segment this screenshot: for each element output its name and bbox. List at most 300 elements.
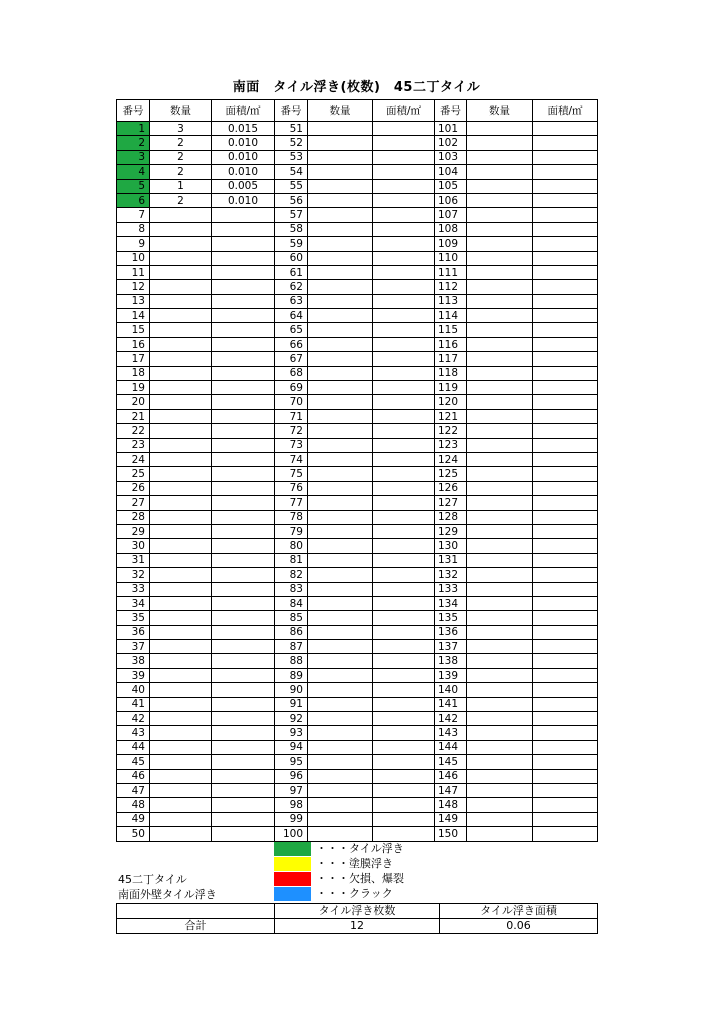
- row-number: 37: [117, 640, 150, 654]
- table-row: [117, 237, 598, 251]
- row-number: 85: [275, 611, 308, 625]
- row-area: [533, 568, 598, 582]
- row-number: 41: [117, 697, 150, 711]
- row-area: [533, 337, 598, 351]
- row-number: 22: [117, 424, 150, 438]
- row-area: [533, 309, 598, 323]
- row-number: 128: [435, 510, 467, 524]
- header-area: 面積/㎡: [212, 100, 275, 122]
- row-number: 52: [275, 136, 308, 150]
- row-area: [533, 193, 598, 207]
- row-quantity: [150, 280, 212, 294]
- row-area: [533, 294, 598, 308]
- row-area: [533, 596, 598, 610]
- row-number: 84: [275, 596, 308, 610]
- table-row: [117, 323, 598, 337]
- row-area: [212, 294, 275, 308]
- row-quantity: [308, 366, 373, 380]
- row-area: [373, 179, 435, 193]
- row-area: [373, 452, 435, 466]
- row-area: [533, 179, 598, 193]
- row-quantity: [467, 265, 533, 279]
- table-row: [117, 654, 598, 668]
- row-area: [212, 395, 275, 409]
- row-quantity: [150, 452, 212, 466]
- row-quantity: [467, 812, 533, 826]
- row-quantity: [467, 294, 533, 308]
- row-area: [373, 208, 435, 222]
- row-quantity: [308, 812, 373, 826]
- row-area: [533, 683, 598, 697]
- row-number: 15: [117, 323, 150, 337]
- row-area: [533, 136, 598, 150]
- row-quantity: [467, 568, 533, 582]
- summary-total-row: [117, 919, 598, 934]
- row-number: 145: [435, 755, 467, 769]
- row-quantity: [150, 568, 212, 582]
- row-quantity: [308, 395, 373, 409]
- row-area: [212, 712, 275, 726]
- row-area: [533, 611, 598, 625]
- row-area: [373, 294, 435, 308]
- row-number: 10: [117, 251, 150, 265]
- row-quantity: [150, 654, 212, 668]
- table-row: [117, 755, 598, 769]
- row-number: 133: [435, 582, 467, 596]
- table-row: [117, 625, 598, 639]
- row-quantity: [150, 237, 212, 251]
- row-area: [533, 783, 598, 797]
- row-area: [373, 409, 435, 423]
- row-quantity: [308, 294, 373, 308]
- table-row: [117, 568, 598, 582]
- row-quantity: [150, 827, 212, 841]
- row-number: 62: [275, 280, 308, 294]
- row-area: [373, 481, 435, 495]
- row-quantity: [467, 496, 533, 510]
- row-quantity: [308, 654, 373, 668]
- row-area: [533, 438, 598, 452]
- row-quantity: [150, 496, 212, 510]
- row-number: 107: [435, 208, 467, 222]
- row-number: 72: [275, 424, 308, 438]
- row-number: 8: [117, 222, 150, 236]
- row-area: [373, 438, 435, 452]
- row-number: 58: [275, 222, 308, 236]
- row-area: [533, 539, 598, 553]
- summary-count-header: タイル浮き枚数: [275, 904, 440, 919]
- row-number: 139: [435, 668, 467, 682]
- row-number: 120: [435, 395, 467, 409]
- legend-label: ・・・欠損、爆裂: [316, 872, 404, 885]
- table-row: [117, 179, 598, 193]
- row-number: 76: [275, 481, 308, 495]
- row-area: [533, 712, 598, 726]
- row-quantity: [467, 712, 533, 726]
- row-area: [373, 683, 435, 697]
- row-area: [533, 409, 598, 423]
- row-quantity: [467, 769, 533, 783]
- table-row: [117, 294, 598, 308]
- row-number: 118: [435, 366, 467, 380]
- row-number: 66: [275, 337, 308, 351]
- row-quantity: [308, 179, 373, 193]
- row-area: [373, 381, 435, 395]
- row-quantity: [467, 409, 533, 423]
- legend-swatch-blue: [274, 887, 311, 901]
- row-quantity: [150, 553, 212, 567]
- row-number: 20: [117, 395, 150, 409]
- row-number: 55: [275, 179, 308, 193]
- table-row: [117, 381, 598, 395]
- row-quantity: [467, 395, 533, 409]
- legend-label: ・・・塗膜浮き: [316, 857, 393, 870]
- row-area: [373, 798, 435, 812]
- row-area: [373, 309, 435, 323]
- table-row: [117, 783, 598, 797]
- row-quantity: [150, 381, 212, 395]
- row-area: [533, 654, 598, 668]
- row-area: [533, 798, 598, 812]
- row-quantity: [467, 654, 533, 668]
- row-area: [373, 193, 435, 207]
- row-area: [533, 640, 598, 654]
- row-area: [212, 755, 275, 769]
- row-number: 148: [435, 798, 467, 812]
- row-number: 126: [435, 481, 467, 495]
- row-number: 5: [117, 179, 150, 193]
- row-area: [212, 366, 275, 380]
- row-number: 73: [275, 438, 308, 452]
- row-quantity: [308, 251, 373, 265]
- table-row: [117, 812, 598, 826]
- row-area: [212, 381, 275, 395]
- row-area: [373, 165, 435, 179]
- row-quantity: [467, 381, 533, 395]
- row-area: [212, 539, 275, 553]
- row-number: 24: [117, 452, 150, 466]
- row-quantity: [150, 510, 212, 524]
- row-area: [212, 726, 275, 740]
- row-area: [373, 783, 435, 797]
- row-number: 13: [117, 294, 150, 308]
- row-quantity: [308, 726, 373, 740]
- header-quantity: 数量: [150, 100, 212, 122]
- row-area: [212, 424, 275, 438]
- row-number: 74: [275, 452, 308, 466]
- row-number: 97: [275, 783, 308, 797]
- table-row: [117, 352, 598, 366]
- row-number: 136: [435, 625, 467, 639]
- row-area: [533, 740, 598, 754]
- row-area: [373, 740, 435, 754]
- row-number: 123: [435, 438, 467, 452]
- row-number: 81: [275, 553, 308, 567]
- row-number: 109: [435, 237, 467, 251]
- table-row: [117, 438, 598, 452]
- row-quantity: [150, 783, 212, 797]
- row-area: [533, 280, 598, 294]
- row-quantity: [150, 395, 212, 409]
- table-row: [117, 697, 598, 711]
- row-number: 49: [117, 812, 150, 826]
- row-area: [212, 654, 275, 668]
- row-area: [373, 668, 435, 682]
- row-quantity: [150, 294, 212, 308]
- table-row: [117, 798, 598, 812]
- row-quantity: [467, 122, 533, 136]
- row-number: 36: [117, 625, 150, 639]
- table-row: [117, 740, 598, 754]
- row-area: [373, 122, 435, 136]
- row-number: 26: [117, 481, 150, 495]
- table-row: [117, 496, 598, 510]
- table-row: [117, 712, 598, 726]
- row-number: 4: [117, 165, 150, 179]
- header-area: 面積/㎡: [373, 100, 435, 122]
- row-quantity: [150, 323, 212, 337]
- row-number: 11: [117, 265, 150, 279]
- row-quantity: [308, 740, 373, 754]
- row-quantity: [467, 452, 533, 466]
- summary-total-label: 合計: [117, 919, 275, 934]
- row-area: [533, 381, 598, 395]
- row-area: 0.010: [212, 193, 275, 207]
- summary-area-value: 0.06: [440, 919, 598, 934]
- row-area: [533, 366, 598, 380]
- page-title: 南面 タイル浮き(枚数) 45二丁タイル: [232, 80, 481, 95]
- row-number: 17: [117, 352, 150, 366]
- row-number: 31: [117, 553, 150, 567]
- table-row: [117, 683, 598, 697]
- row-quantity: [150, 611, 212, 625]
- row-quantity: [467, 697, 533, 711]
- row-number: 121: [435, 409, 467, 423]
- row-quantity: [308, 265, 373, 279]
- row-number: 7: [117, 208, 150, 222]
- row-quantity: [467, 510, 533, 524]
- row-quantity: [150, 424, 212, 438]
- row-quantity: [467, 539, 533, 553]
- row-number: 57: [275, 208, 308, 222]
- row-quantity: [308, 323, 373, 337]
- row-number: 94: [275, 740, 308, 754]
- row-number: 1: [117, 122, 150, 136]
- row-quantity: [467, 640, 533, 654]
- row-area: [533, 237, 598, 251]
- row-area: [212, 524, 275, 538]
- row-quantity: [467, 611, 533, 625]
- row-area: [212, 798, 275, 812]
- header-number: 番号: [275, 100, 308, 122]
- row-number: 103: [435, 150, 467, 164]
- row-number: 115: [435, 323, 467, 337]
- table-row: [117, 596, 598, 610]
- row-number: 16: [117, 337, 150, 351]
- row-number: 19: [117, 381, 150, 395]
- tile-float-table: [116, 99, 598, 842]
- row-number: 44: [117, 740, 150, 754]
- row-area: [373, 251, 435, 265]
- row-area: [212, 496, 275, 510]
- row-area: [373, 395, 435, 409]
- row-number: 125: [435, 467, 467, 481]
- table-body: [117, 122, 598, 842]
- row-area: [533, 625, 598, 639]
- legend-label: ・・・タイル浮き: [316, 842, 404, 855]
- row-quantity: [150, 208, 212, 222]
- row-area: [373, 712, 435, 726]
- row-number: 112: [435, 280, 467, 294]
- row-quantity: [150, 222, 212, 236]
- table-row: [117, 193, 598, 207]
- row-number: 56: [275, 193, 308, 207]
- row-number: 32: [117, 568, 150, 582]
- row-area: [212, 812, 275, 826]
- row-area: [212, 352, 275, 366]
- row-quantity: 2: [150, 136, 212, 150]
- row-number: 25: [117, 467, 150, 481]
- row-number: 9: [117, 237, 150, 251]
- row-quantity: [308, 683, 373, 697]
- row-area: [373, 827, 435, 841]
- row-quantity: [467, 625, 533, 639]
- row-number: 89: [275, 668, 308, 682]
- row-number: 65: [275, 323, 308, 337]
- row-area: [533, 827, 598, 841]
- table-row: [117, 222, 598, 236]
- table-row: [117, 366, 598, 380]
- row-quantity: [308, 424, 373, 438]
- row-quantity: [467, 179, 533, 193]
- row-area: [533, 553, 598, 567]
- row-number: 134: [435, 596, 467, 610]
- summary-area-header: タイル浮き面積: [440, 904, 598, 919]
- row-number: 83: [275, 582, 308, 596]
- row-quantity: [467, 798, 533, 812]
- row-area: [373, 136, 435, 150]
- row-area: [212, 208, 275, 222]
- row-quantity: [308, 510, 373, 524]
- row-area: [212, 452, 275, 466]
- row-quantity: [308, 553, 373, 567]
- row-area: [373, 510, 435, 524]
- row-number: 46: [117, 769, 150, 783]
- row-quantity: [467, 366, 533, 380]
- table-header-row: [117, 100, 598, 122]
- table-row: [117, 424, 598, 438]
- row-quantity: [467, 438, 533, 452]
- row-number: 92: [275, 712, 308, 726]
- row-number: 2: [117, 136, 150, 150]
- row-number: 14: [117, 309, 150, 323]
- row-area: [373, 755, 435, 769]
- header-quantity: 数量: [308, 100, 373, 122]
- row-area: [533, 510, 598, 524]
- row-area: [212, 237, 275, 251]
- row-area: [533, 323, 598, 337]
- row-number: 27: [117, 496, 150, 510]
- row-quantity: [467, 726, 533, 740]
- table-row: [117, 409, 598, 423]
- row-quantity: [150, 726, 212, 740]
- row-number: 137: [435, 640, 467, 654]
- row-number: 79: [275, 524, 308, 538]
- row-area: [212, 827, 275, 841]
- row-number: 105: [435, 179, 467, 193]
- legend-swatch-red: [274, 872, 311, 886]
- row-area: [373, 496, 435, 510]
- row-quantity: [150, 812, 212, 826]
- row-quantity: [467, 165, 533, 179]
- row-quantity: [467, 323, 533, 337]
- row-number: 93: [275, 726, 308, 740]
- row-quantity: [467, 208, 533, 222]
- row-area: [212, 582, 275, 596]
- row-area: [373, 424, 435, 438]
- row-area: [373, 467, 435, 481]
- row-number: 117: [435, 352, 467, 366]
- row-quantity: [467, 524, 533, 538]
- row-quantity: [150, 352, 212, 366]
- row-quantity: [308, 496, 373, 510]
- row-number: 135: [435, 611, 467, 625]
- row-area: [533, 467, 598, 481]
- row-area: [212, 596, 275, 610]
- row-number: 71: [275, 409, 308, 423]
- row-number: 40: [117, 683, 150, 697]
- row-number: 138: [435, 654, 467, 668]
- header-number: 番号: [117, 100, 150, 122]
- table-row: [117, 136, 598, 150]
- row-quantity: [467, 150, 533, 164]
- row-number: 69: [275, 381, 308, 395]
- side-note-description: 南面外壁タイル浮き: [118, 888, 217, 901]
- row-number: 100: [275, 827, 308, 841]
- row-quantity: [308, 481, 373, 495]
- row-area: [533, 726, 598, 740]
- row-quantity: [467, 309, 533, 323]
- row-quantity: [308, 568, 373, 582]
- table-row: [117, 769, 598, 783]
- row-number: 127: [435, 496, 467, 510]
- row-quantity: [308, 524, 373, 538]
- row-quantity: [150, 712, 212, 726]
- row-quantity: [150, 366, 212, 380]
- header-quantity: 数量: [467, 100, 533, 122]
- row-quantity: [150, 582, 212, 596]
- row-quantity: [467, 683, 533, 697]
- row-number: 132: [435, 568, 467, 582]
- row-area: [373, 726, 435, 740]
- table-row: [117, 539, 598, 553]
- row-area: [212, 337, 275, 351]
- row-quantity: [150, 740, 212, 754]
- row-quantity: [308, 165, 373, 179]
- row-quantity: [308, 827, 373, 841]
- row-area: [212, 769, 275, 783]
- row-area: [373, 366, 435, 380]
- header-number: 番号: [435, 100, 467, 122]
- table-row: [117, 452, 598, 466]
- row-number: 80: [275, 539, 308, 553]
- table-row: [117, 582, 598, 596]
- row-quantity: [467, 136, 533, 150]
- row-number: 144: [435, 740, 467, 754]
- row-quantity: [150, 481, 212, 495]
- summary-empty-cell: [117, 904, 275, 919]
- row-area: [212, 568, 275, 582]
